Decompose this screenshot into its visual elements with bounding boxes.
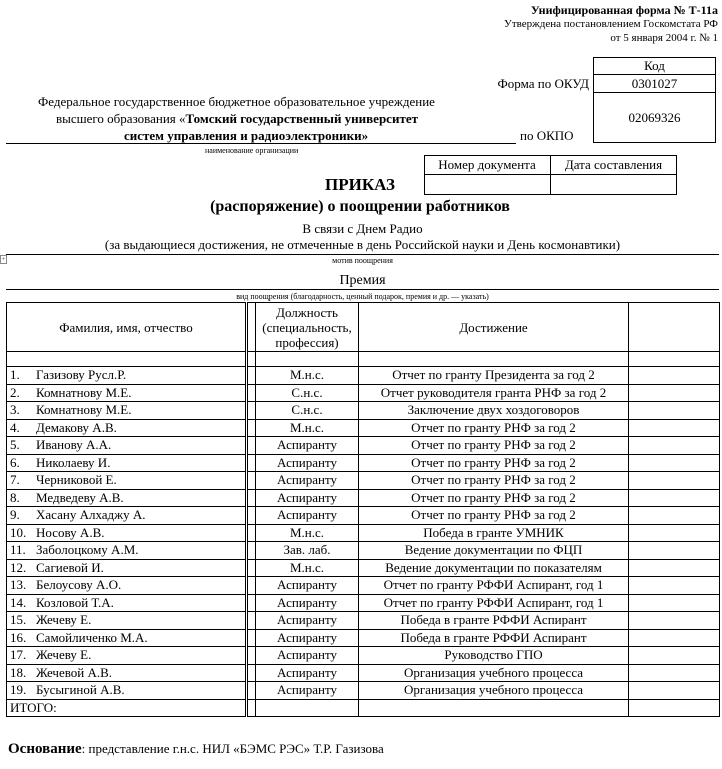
header-name: Фамилия, имя, отчество [7, 303, 247, 352]
okpo-value: 02069326 [628, 110, 681, 125]
row-position: Аспиранту [256, 594, 359, 612]
form-title: Унифицированная форма № Т-11а [530, 3, 718, 17]
row-name: 19. Бусыгиной А.В. [7, 682, 247, 700]
table-row [7, 559, 720, 577]
rewards-table [6, 302, 720, 717]
reward-type: Премия [339, 273, 386, 288]
reward-caption: вид поощрения (благодарность, ценный подарок, премия и др. — указать) [236, 292, 489, 301]
table-row [7, 402, 720, 420]
row-extra [629, 454, 720, 472]
row-position: Аспиранту [256, 664, 359, 682]
table-header-row [7, 303, 720, 352]
row-extra [629, 647, 720, 665]
row-extra [629, 524, 720, 542]
row-achievement: Отчет по гранту РНФ за год 2 [359, 454, 629, 472]
row-name: 8. Медведеву А.В. [7, 489, 247, 507]
row-position: Аспиранту [256, 682, 359, 700]
row-extra [629, 559, 720, 577]
table-row [7, 594, 720, 612]
row-extra [629, 489, 720, 507]
row-position: М.н.с. [256, 559, 359, 577]
header-achievement: Достижение [359, 303, 629, 352]
row-position: Аспиранту [256, 472, 359, 490]
row-name: 6. Николаеву И. [7, 454, 247, 472]
table-row [7, 612, 720, 630]
basis-label: Основание [8, 741, 82, 757]
row-achievement: Отчет по гранту РНФ за год 2 [359, 472, 629, 490]
row-extra [629, 472, 720, 490]
table-row [7, 647, 720, 665]
row-name: 15. Жечеву Е. [7, 612, 247, 630]
okud-label: Форма по ОКУД [497, 76, 589, 91]
total-row [7, 699, 720, 717]
okud-value: 0301027 [631, 76, 678, 91]
row-achievement: Отчет по гранту Президента за год 2 [359, 367, 629, 385]
row-achievement: Ведение документации по ФЦП [359, 542, 629, 560]
table-row [7, 629, 720, 647]
table-row [7, 507, 720, 525]
row-position: М.н.с. [256, 524, 359, 542]
row-position: С.н.с. [256, 384, 359, 402]
row-extra [629, 664, 720, 682]
occasion-line-1: В связи с Днем Радио [302, 221, 423, 236]
org-line-1: Федеральное государственное бюджетное образовательное учреждение [38, 94, 435, 109]
table-row [7, 384, 720, 402]
row-name: 13. Белоусову А.О. [7, 577, 247, 595]
row-name: 11. Заболоцкому А.М. [7, 542, 247, 560]
org-line-3: систем управления и радиоэлектроники» [124, 128, 369, 143]
table-row [7, 577, 720, 595]
row-name: 12. Сагиевой И. [7, 559, 247, 577]
occasion-line-2: (за выдающиеся достижения, не отмеченные в день Российской науки и День космонавтики) [104, 237, 621, 252]
row-position: Аспиранту [256, 437, 359, 455]
row-name: 14. Козловой Т.А. [7, 594, 247, 612]
row-achievement: Отчет по гранту РФФИ Аспирант, год 1 [359, 577, 629, 595]
row-extra [629, 507, 720, 525]
row-achievement: Отчет по гранту РФФИ Аспирант, год 1 [359, 594, 629, 612]
table-row [7, 542, 720, 560]
row-achievement: Победа в гранте УМНИК [359, 524, 629, 542]
order-subtitle: (распоряжение) о поощрении работников [210, 198, 510, 215]
motive-caption: мотив поощрения [332, 256, 393, 265]
row-achievement: Победа в гранте РФФИ Аспирант [359, 629, 629, 647]
header-position: Должность (специальность, профессия) [256, 303, 359, 352]
row-achievement: Победа в гранте РФФИ Аспирант [359, 612, 629, 630]
row-name: 17. Жечеву Е. [7, 647, 247, 665]
order-title: ПРИКАЗ [325, 175, 395, 194]
row-extra [629, 437, 720, 455]
table-row [7, 489, 720, 507]
table-row [7, 454, 720, 472]
row-achievement: Отчет руководителя гранта РНФ за год 2 [359, 384, 629, 402]
doc-date-label: Дата составления [564, 157, 663, 172]
row-name: 4. Демакову А.В. [7, 419, 247, 437]
okpo-label: по ОКПО [520, 128, 574, 143]
row-extra [629, 682, 720, 700]
total-label: ИТОГО: [7, 699, 247, 717]
row-position: Аспиранту [256, 647, 359, 665]
row-position: Аспиранту [256, 612, 359, 630]
header-extra [629, 303, 720, 352]
row-extra [629, 542, 720, 560]
row-position: Аспиранту [256, 629, 359, 647]
table-row [7, 419, 720, 437]
table-row [7, 664, 720, 682]
row-achievement: Заключение двух хоздоговоров [359, 402, 629, 420]
basis-line: Основание: представление г.н.с. НИЛ «БЭМС РЭС» Т.Р. Газизова [8, 741, 384, 757]
row-position: Аспиранту [256, 507, 359, 525]
approved-line-2: от 5 января 2004 г. № 1 [610, 32, 718, 44]
row-name: 10. Носову А.В. [7, 524, 247, 542]
row-position: Зав. лаб. [256, 542, 359, 560]
row-name: 16. Самойличенко М.А. [7, 629, 247, 647]
row-achievement: Отчет по гранту РНФ за год 2 [359, 437, 629, 455]
row-position: М.н.с. [256, 367, 359, 385]
row-name: 2. Комнатнову М.Е. [7, 384, 247, 402]
doc-number-label: Номер документа [438, 157, 536, 172]
row-achievement: Организация учебного процесса [359, 664, 629, 682]
table-spacer-row [7, 352, 720, 367]
row-position: С.н.с. [256, 402, 359, 420]
row-extra [629, 367, 720, 385]
row-achievement: Ведение документации по показателям [359, 559, 629, 577]
row-position: М.н.с. [256, 419, 359, 437]
row-name: 5. Иванову А.А. [7, 437, 247, 455]
row-extra [629, 629, 720, 647]
approved-line-1: Утверждена постановлением Госкомстата РФ [504, 18, 718, 30]
row-name: 1. Газизову Русл.Р. [7, 367, 247, 385]
row-achievement: Отчет по гранту РНФ за год 2 [359, 419, 629, 437]
table-row [7, 472, 720, 490]
row-position: Аспиранту [256, 577, 359, 595]
basis-text: представление г.н.с. НИЛ «БЭМС РЭС» Т.Р. Газизова [85, 741, 384, 756]
org-line-2: высшего образования «Томский государственный университет [56, 111, 418, 126]
row-name: 7. Черниковой Е. [7, 472, 247, 490]
row-position: Аспиранту [256, 489, 359, 507]
table-row [7, 524, 720, 542]
row-extra [629, 419, 720, 437]
row-extra [629, 612, 720, 630]
table-row [7, 437, 720, 455]
table-row [7, 367, 720, 385]
row-name: 18. Жечевой А.В. [7, 664, 247, 682]
row-extra [629, 384, 720, 402]
row-extra [629, 577, 720, 595]
row-position: Аспиранту [256, 454, 359, 472]
row-achievement: Отчет по гранту РНФ за год 2 [359, 507, 629, 525]
row-name: 9. Хасану Алхаджу А. [7, 507, 247, 525]
row-achievement: Организация учебного процесса [359, 682, 629, 700]
row-achievement: Отчет по гранту РНФ за год 2 [359, 489, 629, 507]
row-name: 3. Комнатнову М.Е. [7, 402, 247, 420]
row-extra [629, 594, 720, 612]
anchor-icon: + [1, 255, 6, 263]
table-row [7, 682, 720, 700]
row-extra [629, 402, 720, 420]
row-achievement: Руководство ГПО [359, 647, 629, 665]
code-label: Код [644, 58, 665, 73]
org-caption: наименование организации [205, 146, 299, 155]
